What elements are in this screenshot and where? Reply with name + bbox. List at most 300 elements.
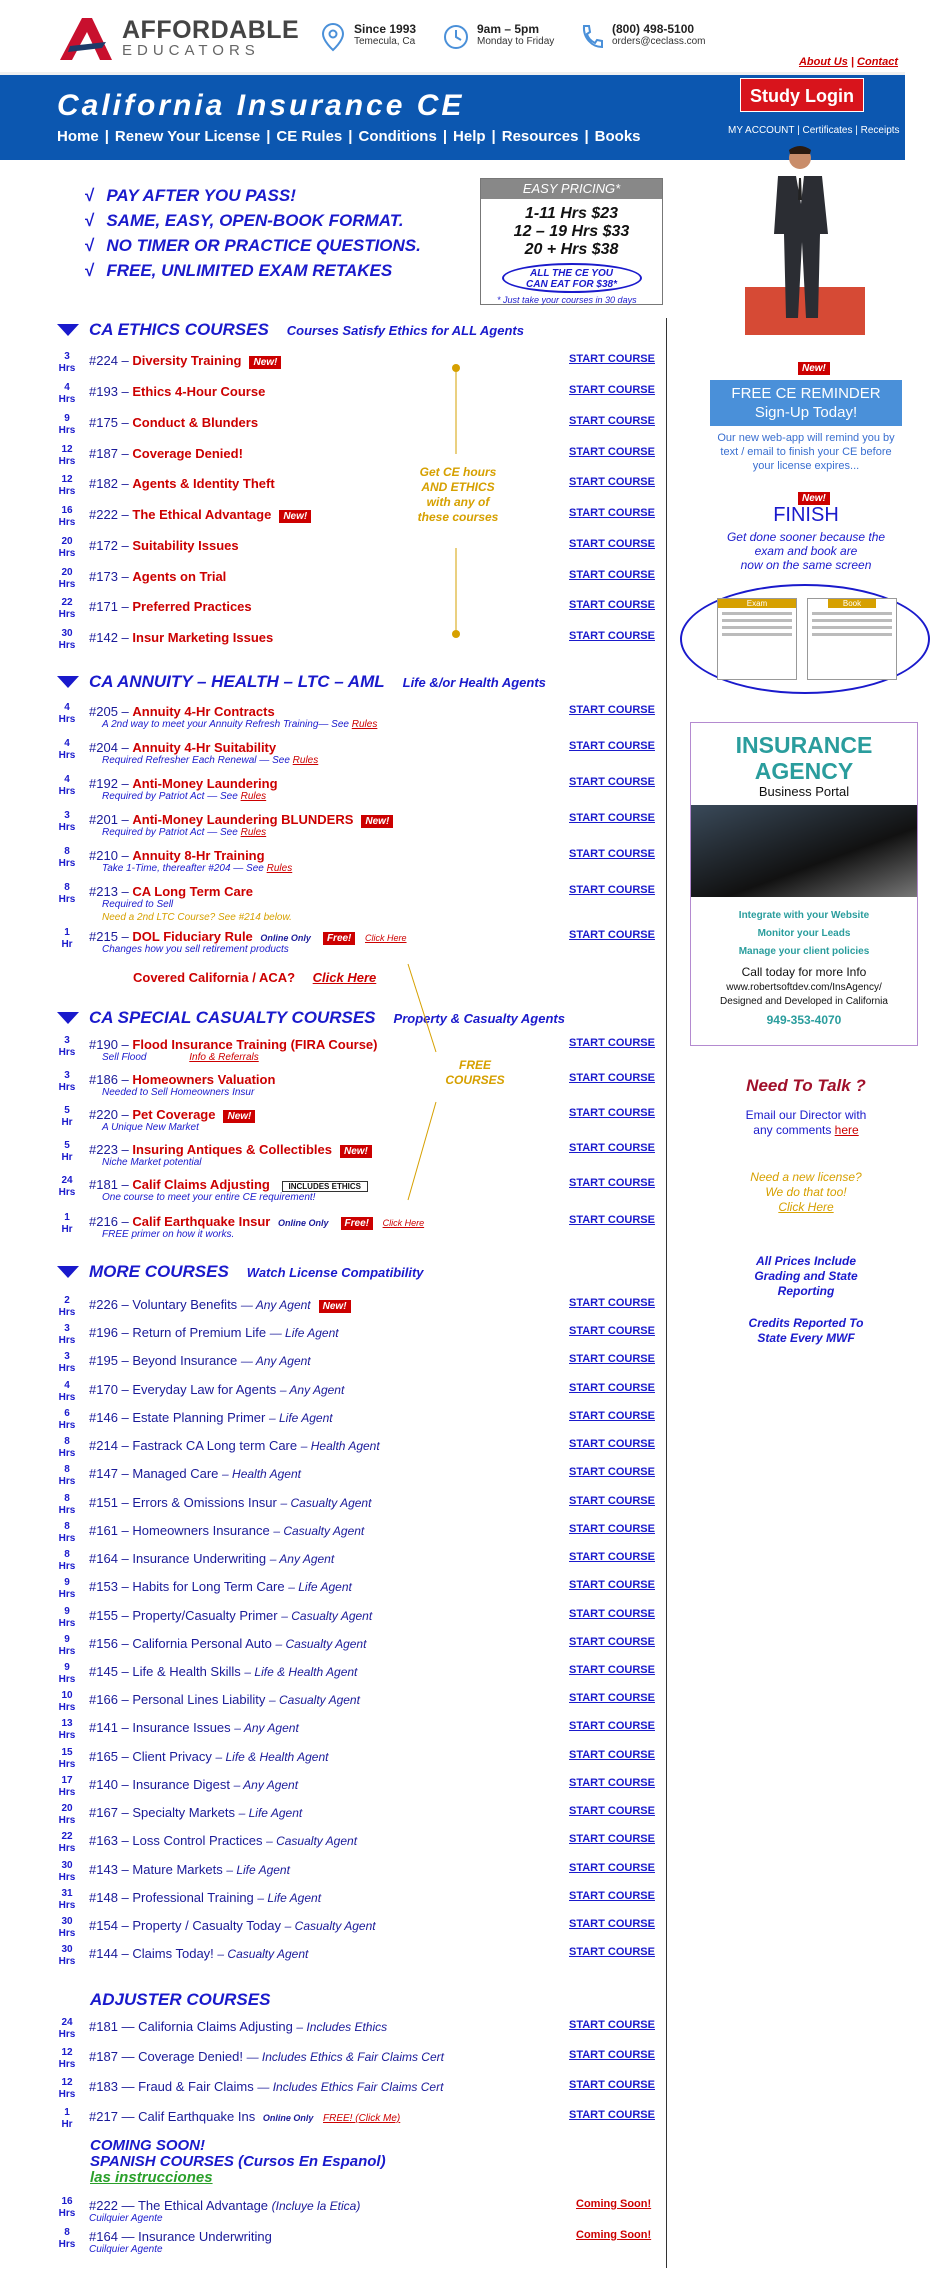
hours-unit: Hrs <box>58 1448 76 1459</box>
course-title[interactable]: The Ethical Advantage <box>137 2198 269 2213</box>
course-title[interactable]: Fastrack CA Long term Care <box>132 1438 298 1453</box>
start-course-link[interactable]: START COURSE <box>569 2049 655 2061</box>
triangle-down-icon <box>57 1012 79 1024</box>
course-row <box>56 1634 656 1660</box>
course-row <box>56 1916 656 1942</box>
hours-value: 16 <box>61 2196 73 2207</box>
course-row <box>56 810 656 836</box>
start-course-link[interactable]: START COURSE <box>569 1177 655 1189</box>
course-title[interactable]: Property / Casualty Today <box>132 1918 282 1933</box>
course-title-line <box>89 1664 357 1679</box>
course-title[interactable]: Life & Health Skills <box>132 1664 241 1679</box>
note-line: FREE <box>458 1058 491 1072</box>
start-course-link[interactable]: START COURSE <box>569 776 655 788</box>
agent-type: – Any Agent <box>279 1383 345 1397</box>
start-course-link[interactable]: START COURSE <box>569 476 655 488</box>
course-title[interactable]: Calif Earthquake Insur <box>132 1214 271 1229</box>
course-hours <box>56 536 78 560</box>
nav-ce-rules[interactable]: CE Rules <box>276 128 343 145</box>
start-course-link[interactable]: START COURSE <box>569 599 655 611</box>
course-title-line <box>89 1551 334 1566</box>
agent-type: — Any Agent <box>240 1354 311 1368</box>
course-row <box>56 1408 656 1434</box>
agent-type: – Health Agent <box>222 1467 301 1481</box>
course-title-line <box>89 1353 311 1368</box>
hours-unit: Hr <box>61 939 73 950</box>
course-title[interactable]: Errors & Omissions Insur <box>132 1495 277 1510</box>
pricing-header: EASY PRICING* <box>481 179 662 199</box>
course-number: #172 – <box>89 538 129 553</box>
course-title-line <box>89 384 265 399</box>
rules-link[interactable]: Rules <box>266 863 293 874</box>
rules-link[interactable]: Rules <box>240 791 267 802</box>
course-row <box>56 1549 656 1575</box>
course-title[interactable]: Everyday Law for Agents <box>132 1382 277 1397</box>
course-title[interactable]: Agents & Identity Theft <box>132 476 275 491</box>
start-course-link[interactable]: START COURSE <box>569 1946 655 1958</box>
click-here-link[interactable]: Click Here <box>365 933 407 943</box>
agent-type: – Health Agent <box>300 1439 380 1453</box>
course-title[interactable]: Insurance Digest <box>132 1777 230 1792</box>
course-row <box>56 846 656 872</box>
course-title[interactable]: Annuity 8-Hr Training <box>132 848 265 863</box>
start-course-link[interactable]: START COURSE <box>569 848 655 860</box>
phone-text[interactable]: (800) 498-5100 <box>612 22 695 36</box>
free-click-link[interactable]: FREE! (Click Me) <box>323 2113 401 2124</box>
prices-line: Grading and State <box>754 1269 858 1283</box>
course-title-line <box>89 1438 380 1453</box>
course-title[interactable]: Diversity Training <box>132 353 242 368</box>
start-course-link[interactable]: START COURSE <box>569 446 655 458</box>
exam-book-preview[interactable] <box>680 584 930 694</box>
course-row <box>56 1803 656 1829</box>
start-course-link[interactable]: START COURSE <box>569 1862 655 1874</box>
click-here-link[interactable]: Click Here <box>382 1218 425 1228</box>
course-title-line <box>89 1142 372 1158</box>
course-hours <box>56 1775 78 1799</box>
agent-type: – Casualty Agent <box>217 1947 309 1961</box>
new-badge: New! <box>798 492 830 505</box>
agent-type: – Casualty Agent <box>275 1637 367 1651</box>
start-course-link[interactable]: START COURSE <box>569 1523 655 1535</box>
new-badge: New! <box>279 510 311 523</box>
promo-bullet: √ PAY AFTER YOU PASS! <box>85 186 421 206</box>
start-course-link[interactable]: START COURSE <box>569 1833 655 1845</box>
course-subtext <box>102 1157 202 1168</box>
course-title-line <box>89 1946 308 1961</box>
hours-value: 5 <box>64 1140 70 1151</box>
course-title[interactable]: Managed Care <box>132 1466 219 1481</box>
start-course-link[interactable]: START COURSE <box>569 1214 655 1226</box>
course-title-line <box>89 1495 371 1510</box>
course-hours <box>56 1380 78 1404</box>
hours-value: 22 <box>61 1831 73 1842</box>
course-title[interactable]: Insur Marketing Issues <box>132 630 274 645</box>
rules-link[interactable]: Rules <box>292 755 319 766</box>
start-course-link[interactable]: START COURSE <box>569 704 655 716</box>
course-hours <box>56 1212 78 1236</box>
start-course-link[interactable]: START COURSE <box>569 1579 655 1591</box>
reminder-text <box>700 431 912 473</box>
nav-renew[interactable]: Renew Your License <box>114 128 261 145</box>
course-subtext <box>102 1087 254 1098</box>
phone-info <box>578 22 706 52</box>
course-title[interactable]: Ethics 4-Hour Course <box>132 384 266 399</box>
course-title-line <box>89 630 273 645</box>
hours-value: 4 <box>64 1380 70 1391</box>
start-course-link[interactable]: START COURSE <box>569 1918 655 1930</box>
course-title[interactable]: Coverage Denied! <box>138 2049 243 2064</box>
hours-unit: Hrs <box>58 1047 76 1058</box>
course-row <box>56 1521 656 1547</box>
course-title-line <box>89 1720 299 1735</box>
course-title[interactable]: Calif Claims Adjusting <box>132 1177 270 1192</box>
course-title[interactable]: Fraud & Fair Claims <box>138 2079 254 2094</box>
course-title[interactable]: Pet Coverage <box>132 1107 216 1122</box>
hours-value: 1 <box>64 1212 70 1223</box>
course-number: #215 – <box>89 929 129 944</box>
hours-unit: Hr <box>61 1152 73 1163</box>
start-course-link[interactable]: START COURSE <box>569 1142 655 1154</box>
course-subtext <box>102 944 289 955</box>
hours-value: 3 <box>64 810 70 821</box>
start-course-link[interactable]: START COURSE <box>569 1382 655 1394</box>
course-title[interactable]: Insurance Underwriting <box>138 2229 272 2244</box>
start-course-link[interactable]: START COURSE <box>569 812 655 824</box>
course-title-line <box>89 2198 360 2213</box>
course-row <box>56 1140 656 1166</box>
location-pin-icon <box>320 22 346 52</box>
course-title-line <box>89 1890 321 1905</box>
hours-unit: Hr <box>61 2119 73 2130</box>
start-course-link[interactable]: START COURSE <box>569 740 655 752</box>
account-links: MY ACCOUNT | Certificates | Receipts <box>728 125 900 136</box>
start-course-link[interactable]: START COURSE <box>569 1325 655 1337</box>
email-here-link[interactable]: here <box>834 1123 859 1137</box>
course-number: #165 – <box>89 1749 129 1764</box>
course-number: #173 – <box>89 569 129 584</box>
course-title[interactable]: Property/Casualty Primer <box>132 1608 278 1623</box>
hours-value: 8 <box>64 1464 70 1475</box>
subtext: Required Refresher Each Renewal — See <box>102 755 290 766</box>
agent-type: – Life Agent <box>226 1863 290 1877</box>
coming-soon-link[interactable]: Coming Soon! <box>576 2198 652 2210</box>
section-title: MORE COURSES <box>89 1262 229 1281</box>
course-title[interactable]: Suitability Issues <box>132 538 239 553</box>
study-login-button[interactable]: Study Login <box>740 78 864 112</box>
course-hours <box>56 382 78 406</box>
course-number: #220 – <box>89 1107 129 1122</box>
hours-value: 24 <box>61 2017 73 2028</box>
course-title[interactable]: Voluntary Benefits <box>132 1297 238 1312</box>
course-title[interactable]: DOL Fiduciary Rule <box>132 929 253 944</box>
hours-unit: Hrs <box>58 1335 76 1346</box>
new-badge: New! <box>798 362 830 375</box>
start-course-link[interactable]: START COURSE <box>569 1720 655 1732</box>
subtext: Required by Patriot Act — See <box>102 791 238 802</box>
ce-reminder-button[interactable] <box>710 380 902 426</box>
triangle-down-icon <box>57 676 79 688</box>
laptop-image <box>691 805 917 897</box>
free-badge: Free! <box>323 932 355 945</box>
course-title[interactable]: Homeowners Insurance <box>132 1523 270 1538</box>
course-title[interactable]: Annuity 4-Hr Contracts <box>132 704 275 719</box>
agent-type: — Life Agent <box>269 1326 339 1340</box>
nav-home[interactable]: Home <box>57 128 99 145</box>
covered-text: Covered California / ACA? <box>133 970 296 985</box>
start-course-link[interactable]: START COURSE <box>569 630 655 642</box>
hours-value: 30 <box>61 1860 73 1871</box>
agency-bullet: Manage your client policies <box>738 946 870 957</box>
agent-type: – Life Agent <box>268 1411 333 1425</box>
start-course-link[interactable]: START COURSE <box>569 1664 655 1676</box>
hours-unit: Hrs <box>58 609 76 620</box>
instructions-link[interactable]: las instrucciones <box>90 2169 213 2186</box>
start-course-link[interactable]: START COURSE <box>569 1353 655 1365</box>
course-row <box>56 2227 656 2253</box>
course-title[interactable]: Conduct & Blunders <box>132 415 259 430</box>
hours-unit: Hrs <box>58 1815 76 1826</box>
course-hours <box>56 567 78 591</box>
finish-line: Get done sooner because the <box>726 530 886 544</box>
nav-resources[interactable]: Resources <box>501 128 579 145</box>
course-number: #196 – <box>89 1325 129 1340</box>
my-account-link[interactable]: MY ACCOUNT <box>728 125 795 136</box>
start-course-link[interactable]: START COURSE <box>569 1297 655 1309</box>
course-title[interactable]: Insurance Issues <box>132 1720 231 1735</box>
start-course-link[interactable]: START COURSE <box>569 2079 655 2091</box>
covered-click-here[interactable]: Click Here <box>312 970 377 985</box>
rules-link[interactable]: Rules <box>240 827 267 838</box>
start-course-link[interactable]: START COURSE <box>569 415 655 427</box>
course-number: #148 – <box>89 1890 129 1905</box>
hours-unit: Hr <box>61 1117 73 1128</box>
start-course-link[interactable]: START COURSE <box>569 1805 655 1817</box>
price-line: 1-11 Hrs $23 <box>524 205 619 222</box>
course-row <box>56 351 656 377</box>
course-number: #143 – <box>89 1862 129 1877</box>
hours-unit: Hrs <box>58 425 76 436</box>
course-title[interactable]: Claims Today! <box>132 1946 214 1961</box>
brand-sub: EDUCATORS <box>122 41 260 59</box>
note-line: Get CE hours <box>419 465 497 479</box>
annuity-section-header <box>57 672 546 692</box>
subtext: Changes how you sell retirement products <box>102 944 289 955</box>
credits-line: Credits Reported To <box>748 1316 864 1330</box>
course-title[interactable]: Coverage Denied! <box>132 446 243 461</box>
agency-phone[interactable]: 949-353-4070 <box>766 1013 842 1027</box>
subtext: Cuilquier Agente <box>89 2244 163 2255</box>
hours-value: 22 <box>61 597 73 608</box>
course-title[interactable]: Homeowners Valuation <box>132 1072 276 1087</box>
hours-text: 9am – 5pm <box>477 22 540 36</box>
course-title[interactable]: CA Long Term Care <box>132 884 254 899</box>
start-course-link[interactable]: START COURSE <box>569 1890 655 1902</box>
start-course-link[interactable]: START COURSE <box>569 1551 655 1563</box>
start-course-link[interactable]: START COURSE <box>569 1072 655 1084</box>
hours-unit: Hrs <box>58 486 76 497</box>
hours-unit: Hrs <box>58 786 76 797</box>
agency-call: Call today for more Info <box>741 965 867 979</box>
agent-type: – Life Agent <box>257 1891 322 1905</box>
start-course-link[interactable]: START COURSE <box>569 1692 655 1704</box>
covered-ca <box>133 970 376 985</box>
course-subtext <box>89 2244 163 2255</box>
start-course-link[interactable]: START COURSE <box>569 1037 655 1049</box>
course-title[interactable]: Insuring Antiques & Collectibles <box>132 1142 332 1157</box>
course-hours <box>56 1860 78 1884</box>
start-course-link[interactable]: START COURSE <box>569 884 655 896</box>
course-number: #155 – <box>89 1608 129 1623</box>
course-title[interactable]: Beyond Insurance <box>132 1353 238 1368</box>
course-hours <box>56 1916 78 1940</box>
course-number: #171 – <box>89 599 129 614</box>
rules-link[interactable]: Rules <box>351 719 378 730</box>
course-title[interactable]: Loss Control Practices <box>132 1833 263 1848</box>
course-title-line <box>89 1749 328 1764</box>
agency-dev: Designed and Developed in California <box>720 996 888 1007</box>
section-subtitle: Watch License Compatibility <box>246 1264 424 1280</box>
start-course-link[interactable]: START COURSE <box>569 1777 655 1789</box>
hours-unit: Hrs <box>58 1956 76 1967</box>
start-course-link[interactable]: START COURSE <box>569 2019 655 2031</box>
certificates-link[interactable]: Certificates <box>802 125 853 136</box>
course-title[interactable]: California Personal Auto <box>132 1636 272 1651</box>
start-course-link[interactable]: START COURSE <box>569 1410 655 1422</box>
section-title: ADJUSTER COURSES <box>90 1990 271 2009</box>
logo[interactable] <box>56 14 299 62</box>
course-number: #140 – <box>89 1777 129 1792</box>
start-course-link[interactable]: START COURSE <box>569 1495 655 1507</box>
section-subtitle: Courses Satisfy Ethics for ALL Agents <box>286 322 524 338</box>
course-title[interactable]: Estate Planning Primer <box>132 1410 266 1425</box>
start-course-link[interactable]: START COURSE <box>569 929 655 941</box>
course-hours <box>56 1493 78 1517</box>
course-title[interactable]: Anti-Money Laundering BLUNDERS <box>132 812 354 827</box>
nav-conditions[interactable]: Conditions <box>358 128 437 145</box>
hours-value: 1 <box>64 2107 70 2118</box>
new-badge: New! <box>319 1300 351 1313</box>
hours-unit: Hrs <box>58 1082 76 1093</box>
pricing-note: * Just take your courses in 30 days <box>497 295 637 305</box>
course-title-line <box>89 1466 301 1481</box>
reminder-line: text / email to finish your CE before <box>720 446 892 458</box>
contact-link[interactable]: Contact <box>857 56 898 68</box>
course-title[interactable]: Return of Premium Life <box>132 1325 267 1340</box>
course-title[interactable]: Anti-Money Laundering <box>132 776 278 791</box>
course-title[interactable]: Annuity 4-Hr Suitability <box>132 740 277 755</box>
course-number: #167 – <box>89 1805 129 1820</box>
course-title[interactable]: California Claims Adjusting <box>138 2019 293 2034</box>
course-hours <box>56 1351 78 1375</box>
start-course-link[interactable]: START COURSE <box>569 569 655 581</box>
info-referrals-link[interactable]: Info & Referrals <box>189 1052 259 1063</box>
hours-value: 12 <box>61 444 73 455</box>
start-course-link[interactable]: START COURSE <box>569 353 655 365</box>
hours-value: 9 <box>64 1577 70 1588</box>
agency-url[interactable]: www.robertsoftdev.com/InsAgency/ <box>726 982 882 993</box>
nav-books[interactable]: Books <box>594 128 641 145</box>
email-text[interactable]: orders@ceclass.com <box>612 36 706 47</box>
start-course-link[interactable]: START COURSE <box>569 2109 655 2121</box>
course-hours <box>56 1140 78 1164</box>
finish-line: now on the same screen <box>740 558 872 572</box>
start-course-link[interactable]: START COURSE <box>569 1107 655 1119</box>
start-course-link[interactable]: START COURSE <box>569 538 655 550</box>
course-title[interactable]: Insurance Underwriting <box>132 1551 267 1566</box>
course-number: #154 – <box>89 1918 129 1933</box>
course-subtext <box>102 791 266 802</box>
course-title[interactable]: Professional Training <box>132 1890 254 1905</box>
course-number: #226 – <box>89 1297 129 1312</box>
start-course-link[interactable]: START COURSE <box>569 1608 655 1620</box>
subtext: Take 1-Time, thereafter #204 — See <box>102 863 264 874</box>
logo-a-icon <box>56 14 114 62</box>
agent-type: – Casualty Agent <box>281 1609 373 1623</box>
course-title[interactable]: The Ethical Advantage <box>132 507 272 522</box>
start-course-link[interactable]: START COURSE <box>569 507 655 519</box>
start-course-link[interactable]: START COURSE <box>569 1466 655 1478</box>
agency-sub: Business Portal <box>758 784 850 799</box>
nav-help[interactable]: Help <box>453 128 486 145</box>
course-hours <box>56 1549 78 1573</box>
course-title[interactable]: Personal Lines Liability <box>132 1692 266 1707</box>
course-title[interactable]: Client Privacy <box>132 1749 212 1764</box>
finish-text <box>700 530 912 572</box>
start-course-link[interactable]: START COURSE <box>569 1438 655 1450</box>
agent-type: – Casualty Agent <box>266 1834 358 1848</box>
course-hours <box>56 1464 78 1488</box>
course-row <box>56 1690 656 1716</box>
course-row <box>56 1464 656 1490</box>
start-course-link[interactable]: START COURSE <box>569 1749 655 1761</box>
start-course-link[interactable]: START COURSE <box>569 384 655 396</box>
finish-line: exam and book are <box>754 544 858 558</box>
course-subtext <box>102 1122 199 1133</box>
hours-unit: Hr <box>61 1224 73 1235</box>
agent-type: (Incluye la Etica) <box>271 2199 361 2213</box>
course-hours <box>56 1295 78 1319</box>
course-title[interactable]: Specialty Markets <box>132 1805 235 1820</box>
course-subtext <box>102 1229 234 1240</box>
coming-soon-link[interactable]: Coming Soon! <box>576 2229 652 2241</box>
course-hours <box>56 927 78 951</box>
start-course-link[interactable]: START COURSE <box>569 1636 655 1648</box>
insurance-agency-ad[interactable] <box>690 722 918 1046</box>
subtext: Required by Patriot Act — See <box>102 827 238 838</box>
course-row <box>56 2047 656 2073</box>
talk-text <box>700 1108 912 1138</box>
about-link[interactable]: About Us <box>798 56 848 68</box>
exam-label: Exam <box>718 599 796 608</box>
course-row <box>56 1860 656 1886</box>
course-hours <box>56 1521 78 1545</box>
course-title[interactable]: Habits for Long Term Care <box>132 1579 285 1594</box>
course-number: #151 – <box>89 1495 129 1510</box>
course-title[interactable]: Mature Markets <box>132 1862 223 1877</box>
course-title-line <box>89 1523 364 1538</box>
receipts-link[interactable]: Receipts <box>860 125 900 136</box>
course-title[interactable]: Calif Earthquake Ins <box>138 2109 256 2124</box>
hours-unit: Hrs <box>58 1392 76 1403</box>
new-badge: New! <box>223 1110 255 1123</box>
since-text: Since 1993 <box>354 22 417 36</box>
course-title[interactable]: Flood Insurance Training (FIRA Course) <box>132 1037 378 1052</box>
course-title[interactable]: Agents on Trial <box>132 569 227 584</box>
course-title[interactable]: Preferred Practices <box>132 599 252 614</box>
sep: | <box>850 56 854 68</box>
license-click-here[interactable]: Click Here <box>778 1200 834 1214</box>
